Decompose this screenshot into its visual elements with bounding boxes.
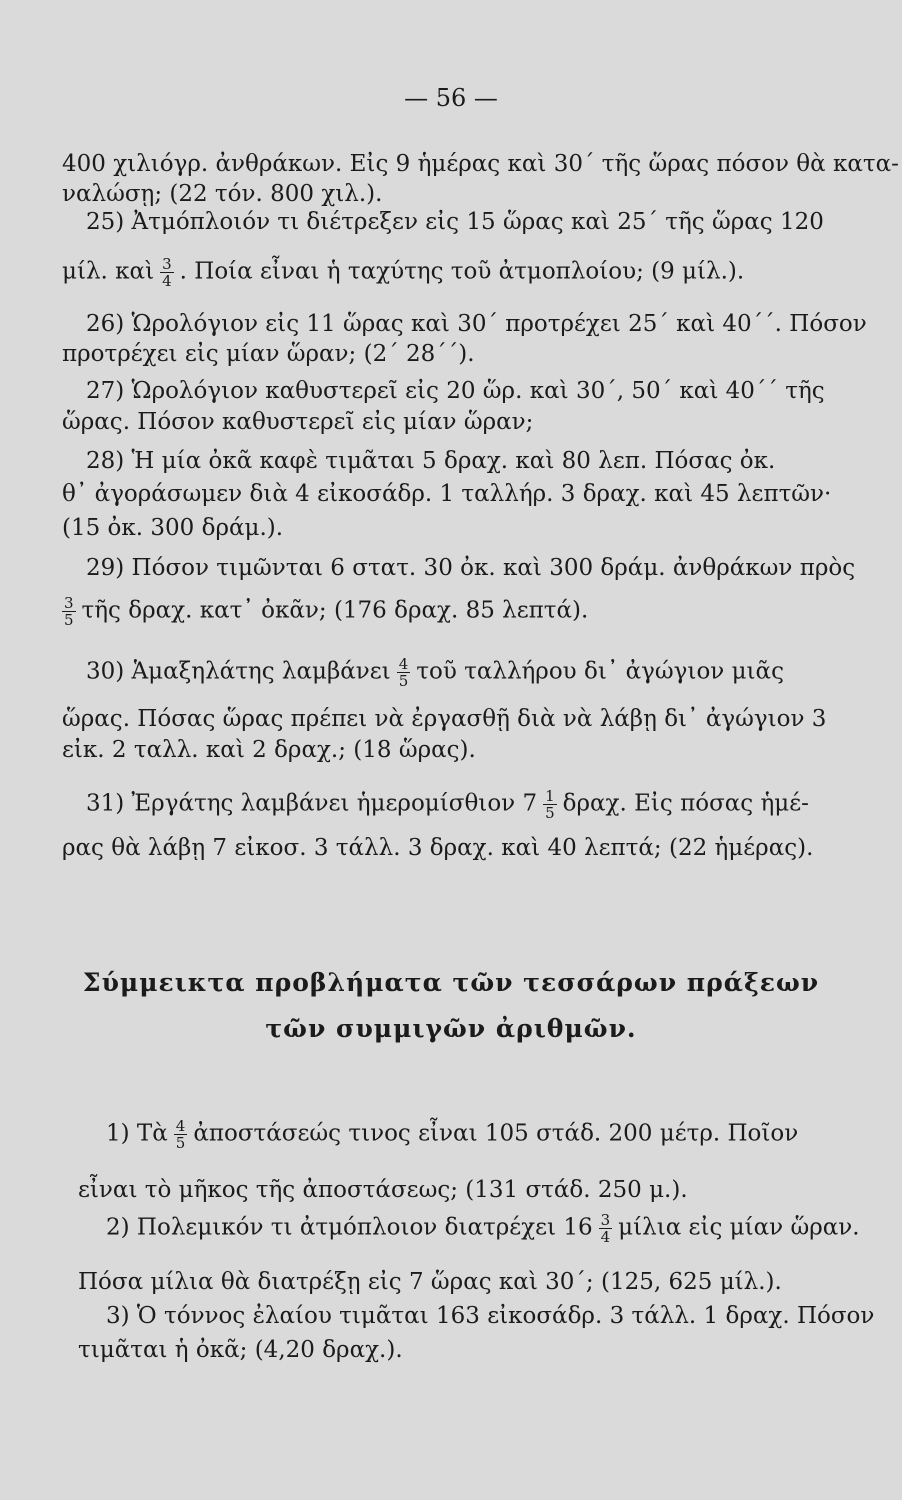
text-line: Πόσα μίλια θὰ διατρέξῃ εἰς 7 ὥρας καὶ 30΄; (125, 625 μίλ.). [78, 1269, 782, 1295]
text-line [106, 1212, 860, 1245]
text-segment: 2) Πολεμικόν τι ἀτμόπλοιον διατρέχει 16 [106, 1214, 593, 1241]
text-segment: 31) Ἐργάτης λαμβάνει ἡμερομίσθιον 7 [86, 790, 538, 817]
text-segment: τῆς δραχ. κατ᾽ ὀκᾶν; (176 δραχ. 85 λεπτά). [81, 597, 589, 624]
fraction-denominator: 5 [175, 1134, 186, 1152]
text-line: ναλώσῃ; (22 τόν. 800 χιλ.). [62, 181, 383, 207]
text-line: 400 χιλιόγρ. ἀνθράκων. Εἰς 9 ἡμέρας καὶ 30΄ τῆς ὥρας πόσον θὰ κατα- [62, 151, 899, 177]
fraction-numerator: 3 [64, 594, 74, 612]
text-line: προτρέχει εἰς μίαν ὥραν; (2΄ 28΄΄). [62, 341, 475, 367]
fraction [160, 256, 174, 289]
fraction [543, 788, 557, 821]
text-line: 25) Ἀτμόπλοιόν τι διέτρεξεν εἰς 15 ὥρας καὶ 25΄ τῆς ὥρας 120 [86, 209, 824, 235]
fraction-denominator: 4 [162, 272, 172, 290]
text-line: ρας θὰ λάβῃ 7 εἰκοσ. 3 τάλλ. 3 δραχ. καὶ 40 λεπτά; (22 ἡμέρας). [62, 835, 814, 861]
fraction-numerator: 4 [175, 1117, 186, 1135]
fraction-denominator: 4 [600, 1228, 611, 1246]
text-line [62, 595, 588, 628]
fraction-denominator: 5 [545, 804, 555, 822]
fraction-denominator: 5 [64, 611, 74, 629]
fraction-numerator: 3 [162, 255, 172, 273]
text-line: (15 ὀκ. 300 δράμ.). [62, 515, 284, 541]
text-line: εἰκ. 2 ταλλ. καὶ 2 δραχ.; (18 ὥρας). [62, 737, 476, 763]
text-segment: 30) Ἁμαξηλάτης λαμβάνει [86, 658, 391, 685]
text-segment: . Ποία εἶναι ἡ ταχύτης τοῦ ἀτμοπλοίου; (9 μίλ.). [179, 258, 745, 285]
text-line [62, 256, 744, 289]
fraction [397, 656, 411, 689]
text-line [86, 788, 809, 821]
text-line: 3) Ὁ τόννος ἐλαίου τιμᾶται 163 εἰκοσάδρ. 3 τάλλ. 1 δραχ. Πόσον [106, 1303, 875, 1329]
fraction [174, 1118, 188, 1151]
text-line: 26) Ὡρολόγιον εἰς 11 ὥρας καὶ 30΄ προτρέχει 25΄ καὶ 40΄΄. Πόσον [86, 311, 867, 337]
fraction-numerator: 4 [398, 655, 409, 673]
text-line: θ᾽ ἀγοράσωμεν διὰ 4 εἰκοσάδρ. 1 ταλλήρ. 3 δραχ. καὶ 45 λεπτῶν· [62, 481, 832, 507]
text-line: εἶναι τὸ μῆκος τῆς ἀποστάσεως; (131 στάδ. 250 μ.). [78, 1177, 688, 1203]
text-line: 28) Ἡ μία ὀκᾶ καφὲ τιμᾶται 5 δραχ. καὶ 80 λεπ. Πόσας ὀκ. [86, 448, 776, 474]
text-line [86, 656, 784, 689]
fraction-numerator: 3 [600, 1211, 611, 1229]
page-number: — 56 — [404, 84, 498, 112]
text-segment: δραχ. Εἰς πόσας ἡμέ- [562, 790, 809, 817]
text-line: ὥρας. Πόσας ὥρας πρέπει νὰ ἐργασθῇ διὰ νὰ λάβῃ δι᾽ ἀγώγιον 3 [62, 706, 827, 732]
fraction-numerator: 1 [545, 787, 555, 805]
fraction-denominator: 5 [398, 672, 409, 690]
text-line [106, 1118, 798, 1151]
text-line: τιμᾶται ἡ ὀκᾶ; (4,20 δραχ.). [78, 1337, 403, 1363]
fraction [62, 595, 76, 628]
text-line: 29) Πόσον τιμῶνται 6 στατ. 30 ὀκ. καὶ 300 δράμ. ἀνθράκων πρὸς [86, 555, 856, 581]
section-heading-line-2: τῶν συμμιγῶν ἀριθμῶν. [265, 1014, 637, 1043]
fraction [599, 1212, 613, 1245]
text-line: 27) Ὡρολόγιον καθυστερεῖ εἰς 20 ὥρ. καὶ 30΄, 50΄ καὶ 40΄΄ τῆς [86, 378, 825, 404]
text-segment: τοῦ ταλλήρου δι᾽ ἀγώγιον μιᾶς [416, 658, 784, 685]
text-segment: ἀποστάσεώς τινος εἶναι 105 στάδ. 200 μέτρ. Ποῖον [193, 1120, 799, 1147]
text-segment: μίλια εἰς μίαν ὥραν. [618, 1214, 860, 1241]
text-segment: 1) Τὰ [106, 1120, 168, 1147]
section-heading: Σύμμεικτα προβλήματα τῶν τεσσάρων πράξεων [82, 968, 820, 997]
text-segment: μίλ. καὶ [62, 258, 155, 285]
text-line: ὥρας. Πόσον καθυστερεῖ εἰς μίαν ὥραν; [62, 409, 534, 435]
